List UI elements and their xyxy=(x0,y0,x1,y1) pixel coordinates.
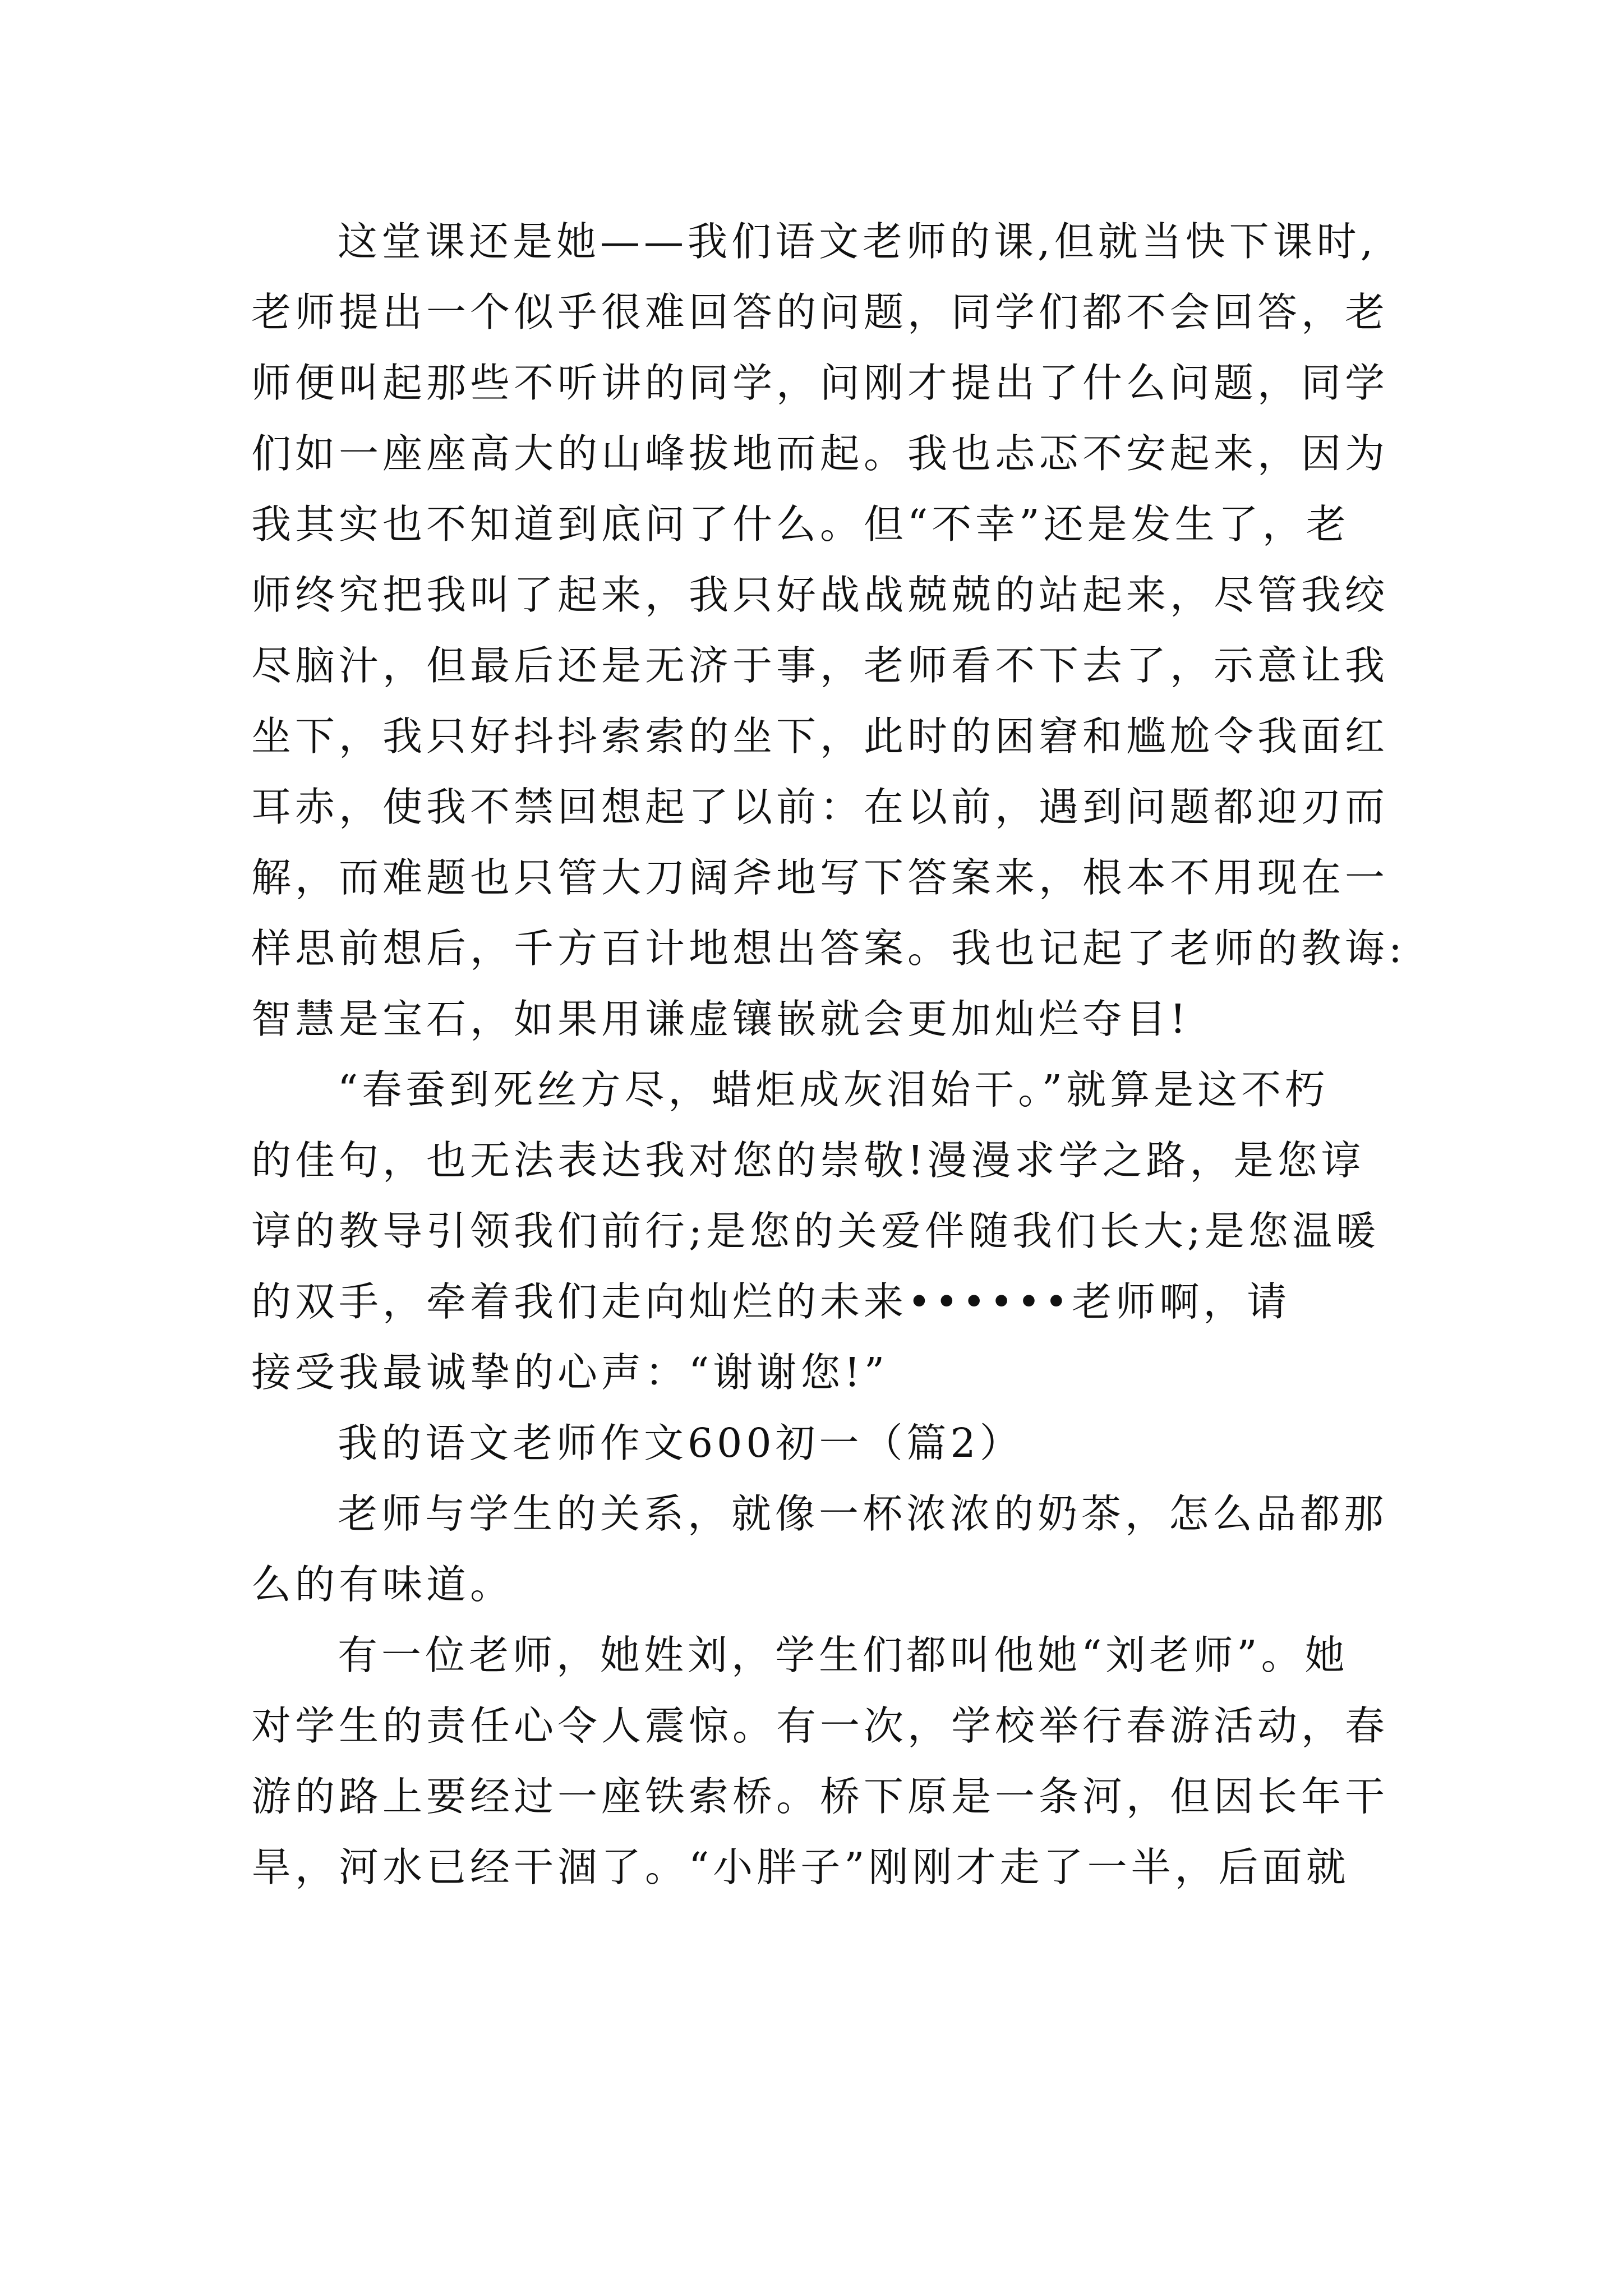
section-heading xyxy=(251,1408,1378,1479)
paragraph xyxy=(251,1620,1389,1903)
paragraph-line: 解，而难题也只管大刀阔斧地写下答案来，根本不用现在一 xyxy=(251,854,1389,901)
paragraph-line: 老师与学生的关系，就像一杯浓浓的奶茶，怎么品都那 xyxy=(338,1490,1388,1537)
paragraph-line: 接受我最诚挚的心声：“谢谢您!” xyxy=(251,1349,889,1396)
paragraph-line: 样思前想后，千方百计地想出答案。我也记起了老师的教诲: xyxy=(251,925,1406,972)
paragraph-line: 尽脑汁，但最后还是无济于事，老师看不下去了，示意让我 xyxy=(251,642,1389,689)
paragraph-line: 耳赤，使我不禁回想起了以前：在以前，遇到问题都迎刃而 xyxy=(251,784,1389,830)
paragraph-line: 老师提出一个似乎很难回答的问题，同学们都不会回答，老 xyxy=(251,289,1389,335)
paragraph-line: 游的路上要经过一座铁索桥。桥下原是一条河，但因长年干 xyxy=(251,1773,1389,1820)
paragraph-line: 我其实也不知道到底问了什么。但“不幸”还是发生了，老 xyxy=(251,501,1350,547)
paragraph-line: 们如一座座高大的山峰拔地而起。我也忐忑不安起来，因为 xyxy=(251,430,1389,477)
paragraph-line: 师终究把我叫了起来，我只好战战兢兢的站起来，尽管我绞 xyxy=(251,572,1389,618)
paragraph-line: 这堂课还是她——我们语文老师的课,但就当快下课时, xyxy=(338,218,1377,265)
paragraph-line: 的佳句，也无法表达我对您的崇敬!漫漫求学之路，是您谆 xyxy=(251,1137,1365,1184)
paragraph xyxy=(251,1055,1378,1408)
paragraph-line: 谆的教导引领我们前行;是您的关爱伴随我们长大;是您温暖 xyxy=(251,1208,1380,1254)
paragraph-line: 的双手，牵着我们走向灿烂的未来••••••老师啊，请 xyxy=(251,1278,1291,1325)
paragraph-line: 对学生的责任心令人震惊。有一次，学校举行春游活动，春 xyxy=(251,1703,1389,1749)
paragraph-line: 智慧是宝石，如果用谦虚镶嵌就会更加灿烂夺目! xyxy=(251,996,1190,1042)
paragraph xyxy=(251,1479,1388,1620)
paragraph-line: 坐下，我只好抖抖索索的坐下，此时的困窘和尴尬令我面红 xyxy=(251,713,1389,760)
paragraph-line: 旱，河水已经干涸了。“小胖子”刚刚才走了一半，后面就 xyxy=(251,1844,1350,1890)
paragraph xyxy=(251,206,1406,1055)
document-body xyxy=(251,206,1406,1903)
paragraph-line: 么的有味道。 xyxy=(251,1561,514,1608)
paragraph-line: “春蚕到死丝方尽，蜡炬成灰泪始干。”就算是这不朽 xyxy=(338,1066,1329,1113)
section-heading-text: 我的语文老师作文600初一（篇2） xyxy=(338,1420,1023,1466)
paragraph-line: 师便叫起那些不听讲的同学，问刚才提出了什么问题，同学 xyxy=(251,360,1389,406)
paragraph-line: 有一位老师，她姓刘，学生们都叫他她“刘老师”。她 xyxy=(338,1632,1349,1678)
